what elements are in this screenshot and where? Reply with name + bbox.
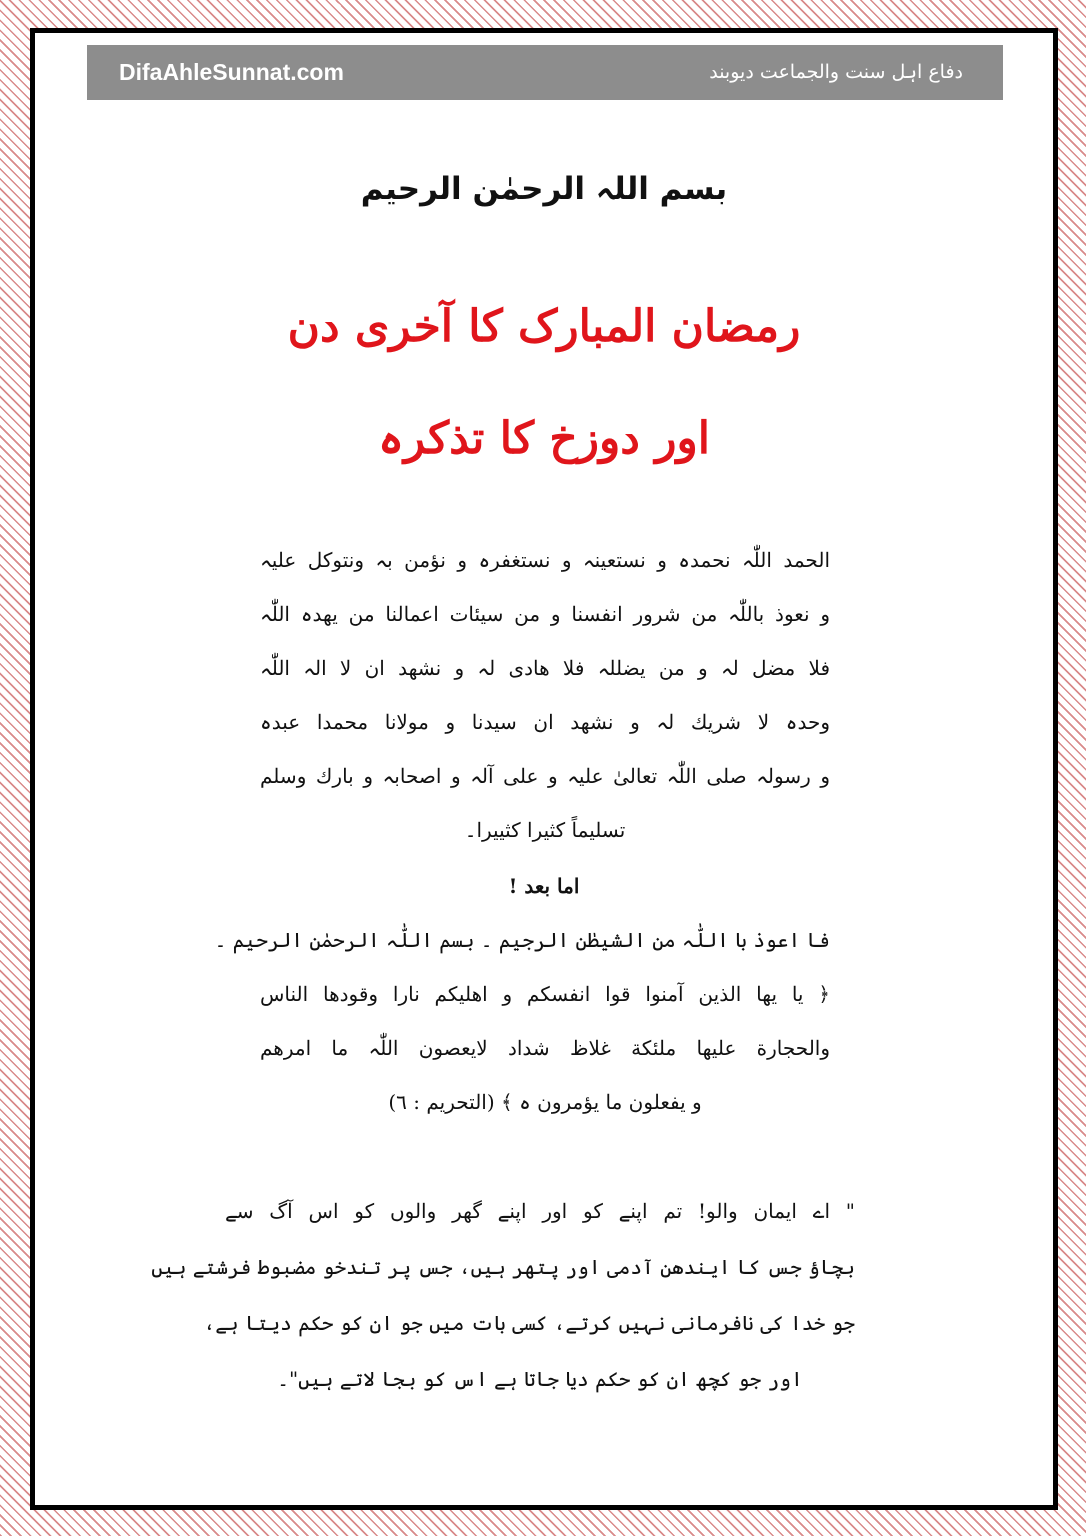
praise-line: تسلیماً کثیرا کثییرا۔: [464, 818, 626, 842]
header-bar: [87, 45, 1003, 100]
praise-paragraph: [260, 533, 830, 857]
translation-line: " اے ایمان والو! تم اپنے کو اور اپنے گھر والوں کو اس آگ سے: [225, 1199, 855, 1223]
praise-line: فلا مضل لہ و من یضللہ فلا ھادی لہ و نشھد ان لا الہ اللّٰہ: [260, 656, 830, 680]
bismillah-heading: بسم اللہ الرحمٰن الرحیم: [360, 171, 728, 207]
translation-line: بچاؤ جس کا ایندھن آدمی اور پتھر ہیں، جس پر تندخو مضبوط فرشتے ہیں: [151, 1255, 855, 1279]
page-title-line-1: رمضان المبارک کا آخری دن: [287, 301, 801, 352]
amma-baad-heading: اما بعد !: [508, 874, 580, 898]
quran-verse: [214, 913, 830, 1129]
praise-line: الحمد اللّٰہ نحمدہ و نستعینہ و نستغفرہ و نؤمن بہ ونتوکل علیہ: [260, 548, 830, 572]
verse-line: فا اعوذ با اللّٰہ من الشیطٰن الرجیم ۔ بسم اللّٰہ الرحمٰن الرحیم ۔: [214, 928, 830, 952]
praise-line: و نعوذ باللّٰہ من شرور انفسنا و من سیئات اعمالنا من یھدہ اللّٰہ: [260, 602, 830, 626]
verse-line: و یفعلون ما یؤمرون ہ ﴾ (التحریم : ٦): [388, 1090, 702, 1114]
page-frame: [30, 28, 1058, 1510]
verse-line: والحجارة علیھا ملئکة غلاظ شداد لایعصون اللّٰہ ما امرھم: [260, 1036, 830, 1060]
praise-line: وحدہ لا شریك لہ و نشھد ان سیدنا و مولانا محمدا عبدہ: [260, 710, 830, 734]
praise-line: و رسولہ صلی اللّٰہ تعالیٰ علیہ و علی آلہ و اصحابہ و بارك وسلم: [260, 764, 830, 788]
site-url: DifaAhleSunnat.com: [119, 59, 344, 85]
urdu-translation: [151, 1183, 855, 1407]
translation-line: جو خدا کی نافرمانی نہیں کرتے، کسی بات میں جو ان کو حکم دیتا ہے،: [203, 1311, 855, 1335]
verse-line: ﴿ یا یھا الذین آمنوا قوا انفسکم و اھلیکم نارا وقودھا الناس: [260, 982, 830, 1006]
page-title-line-2: اور دوزخ کا تذکرہ: [378, 413, 710, 464]
site-title: دفاع اہل سنت والجماعت دیوبند: [709, 61, 963, 83]
translation-line: اور جو کچھ ان کو حکم دیا جاتا ہے اس کو بجا لاتے ہیں"۔: [277, 1367, 803, 1391]
